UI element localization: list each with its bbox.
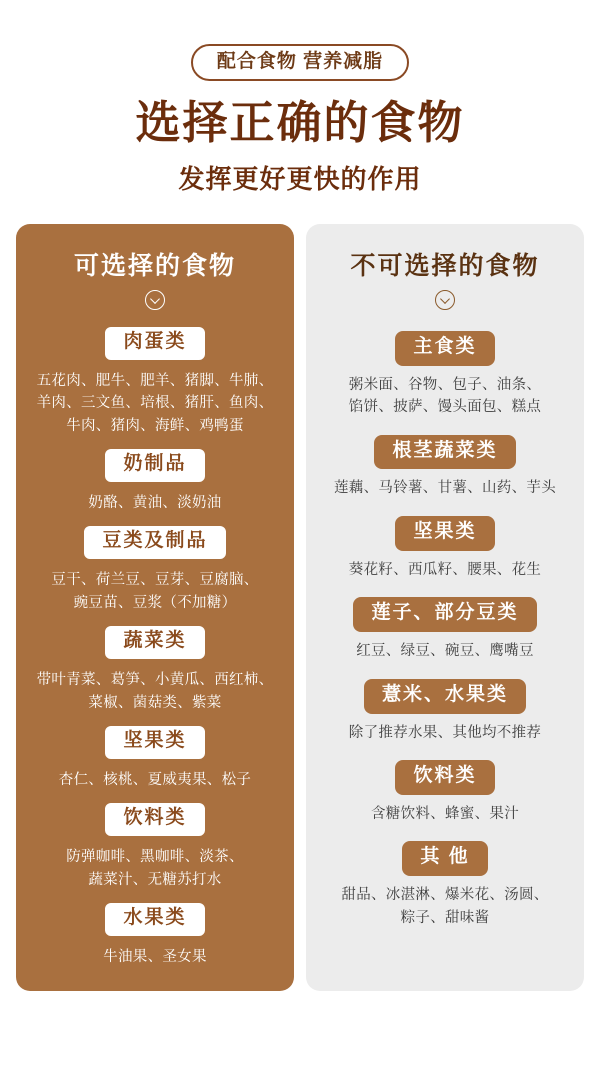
bad-group-4-items: 除了推荐水果、其他均不推荐	[348, 724, 542, 741]
good-group-3	[28, 624, 282, 714]
header	[0, 0, 600, 196]
bad-group-6	[318, 841, 572, 929]
bad-group-3	[318, 597, 572, 662]
chevron-down-icon	[145, 290, 165, 310]
good-group-6-items: 牛油果、圣女果	[103, 949, 207, 966]
good-group-3-tag: 蔬菜类	[103, 624, 206, 661]
bad-group-6-tag: 其 他	[402, 841, 487, 876]
good-group-1-items: 奶酪、黄油、淡奶油	[88, 494, 222, 511]
good-group-2-items: 豆干、荷兰豆、豆芽、豆腐脑、 豌豆苗、豆浆（不加糖）	[51, 572, 259, 611]
good-group-4	[28, 724, 282, 791]
good-group-4-items: 杏仁、核桃、夏威夷果、松子	[58, 771, 252, 788]
bad-group-1-items: 莲藕、马铃薯、甘薯、山药、芋头	[334, 480, 556, 497]
bad-group-2-items: 葵花籽、西瓜籽、腰果、花生	[348, 561, 542, 578]
bad-group-1-tag: 根茎蔬菜类	[374, 435, 515, 470]
bad-group-1	[318, 435, 572, 500]
bad-group-5-items: 含糖饮料、蜂蜜、果汁	[371, 805, 519, 822]
bad-group-4-tag: 薏米、水果类	[364, 679, 526, 714]
good-group-1-tag: 奶制品	[103, 447, 206, 484]
bad-group-3-tag: 莲子、部分豆类	[353, 597, 536, 632]
bad-group-3-items: 红豆、绿豆、碗豆、鹰嘴豆	[356, 643, 534, 660]
chevron-down-icon	[435, 290, 455, 310]
bad-group-2-tag: 坚果类	[395, 516, 494, 551]
good-foods-panel	[16, 224, 294, 991]
good-group-2-tag: 豆类及制品	[82, 524, 227, 561]
good-foods-heading: 可选择的食物	[73, 251, 236, 280]
bad-group-2	[318, 516, 572, 581]
good-group-5	[28, 801, 282, 891]
page-subtitle: 发挥更好更快的作用	[178, 163, 422, 194]
bad-group-4	[318, 679, 572, 744]
bad-group-0-tag: 主食类	[395, 331, 494, 366]
bad-group-0-items: 粥米面、谷物、包子、油条、 馅饼、披萨、馒头面包、糕点	[348, 376, 542, 416]
good-group-0	[28, 325, 282, 437]
good-group-0-items: 五花肉、肥牛、肥羊、猪脚、牛肺、 羊肉、三文鱼、培根、猪肝、鱼肉、 牛肉、猪肉、海鲜、鸡鸭蛋	[36, 372, 274, 434]
bad-group-0	[318, 331, 572, 419]
page-title: 选择正确的食物	[135, 97, 465, 148]
good-group-5-tag: 饮料类	[103, 801, 206, 838]
bad-chevron-wrap	[318, 290, 572, 315]
bad-group-5	[318, 760, 572, 825]
header-badge: 配合食物 营养减脂	[191, 44, 409, 81]
good-group-5-items: 防弹咖啡、黑咖啡、淡茶、 蔬菜汁、无糖苏打水	[66, 849, 244, 888]
good-group-6-tag: 水果类	[103, 901, 206, 938]
bad-foods-heading: 不可选择的食物	[350, 251, 540, 280]
bad-group-6-items: 甜品、冰湛淋、爆米花、汤圆、 粽子、甜味酱	[341, 887, 549, 926]
good-group-2	[28, 524, 282, 614]
good-group-1	[28, 447, 282, 514]
good-group-4-tag: 坚果类	[103, 724, 206, 761]
bad-group-5-tag: 饮料类	[395, 760, 494, 795]
good-group-3-items: 带叶青菜、葛笋、小黄瓜、西红柿、 菜椒、菌菇类、紫菜	[36, 672, 274, 711]
good-chevron-wrap	[28, 290, 282, 315]
good-group-0-tag: 肉蛋类	[103, 325, 206, 362]
food-columns	[0, 196, 600, 991]
bad-foods-panel	[306, 224, 584, 991]
good-group-6	[28, 901, 282, 968]
